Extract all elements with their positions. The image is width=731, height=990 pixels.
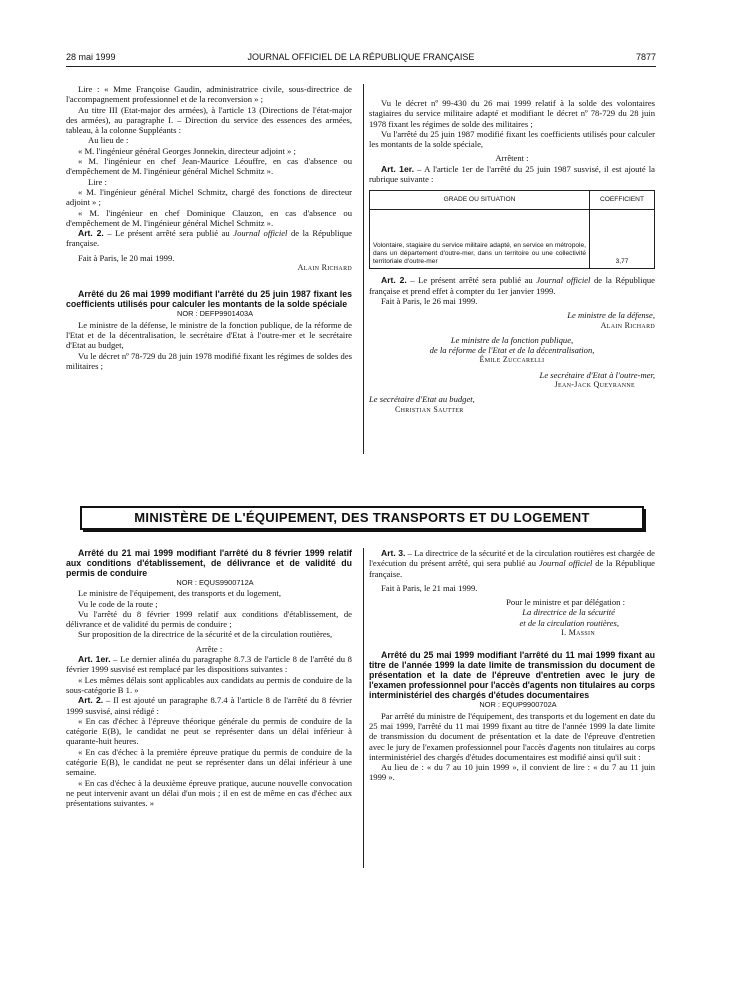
signature-role: Le ministre de la fonction publique,: [450, 334, 574, 345]
paragraph: Au lieu de :: [88, 135, 129, 146]
column-divider: [363, 548, 364, 868]
signature-role: Le secrétaire d'Etat à l'outre-mer,: [539, 369, 655, 380]
coefficient-table: [369, 190, 655, 269]
bottom-left-column: [66, 548, 352, 809]
ministry-banner: MINISTÈRE DE L'ÉQUIPEMENT, DES TRANSPORTS ET DU LOGEMENT: [80, 506, 644, 530]
running-header: [66, 52, 656, 66]
signature-name: Alain Richard: [297, 263, 352, 273]
nor-reference: NOR : EQUS9900712A: [176, 578, 254, 587]
fait-a-paris: Fait à Paris, le 20 mai 1999.: [78, 252, 175, 263]
table-header-coefficient: COEFFICIENT: [590, 191, 655, 210]
arretent: Arrêtent :: [495, 153, 529, 164]
paragraph: Au lieu de : « du 7 au 10 juin 1999 », il convient de lire : « du 7 au 11 juin 1999 ».: [369, 762, 655, 783]
signature-name: Alain Richard: [600, 320, 655, 330]
article-2: Art. 2. – Le présent arrêté sera publié au Journal officiel de la République française.: [66, 228, 352, 249]
fait-a-paris: Fait à Paris, le 21 mai 1999.: [381, 582, 478, 593]
nor-reference: NOR : EQUP9900702A: [479, 700, 557, 710]
decree-title: Arrêté du 26 mai 1999 modifiant l'arrêté du 25 juin 1987 fixant les coefficients utilisés pour calculer les montants de la solde spéciale: [66, 289, 352, 310]
header-page-number: 7877: [635, 52, 656, 62]
signature-role: La directrice de la sécurité: [522, 607, 615, 618]
signature-name: Jean-Jack Queyranne: [554, 380, 635, 390]
quote: « En cas d'échec à l'épreuve théorique générale du permis de conduire de la catégorie E(B), le candidat ne peut se représenter dans un délai inférieur à quarante-huit heures.: [66, 715, 352, 747]
header-date: 28 mai 1999: [66, 52, 116, 62]
paragraph: Vu le décret nº 78-729 du 28 juin 1978 modifié fixant les régimes de soldes des militaires ;: [66, 350, 352, 371]
signature-name: Émile Zuccarelli: [479, 355, 545, 365]
article-1: Art. 1er. – A l'article 1er de l'arrêté du 25 juin 1987 susvisé, il est ajouté la rubrique suivante :: [369, 163, 655, 185]
article-3: Art. 3. – La directrice de la sécurité et de la circulation routières est chargée de l'exécution du présent arrêté, qui sera publié au Journal officiel de la République française.: [369, 548, 655, 579]
decree-title: Arrêté du 21 mai 1999 modifiant l'arrêté du 8 février 1999 relatif aux conditions d'établissement, de délivrance et de validité du permis de conduire: [66, 548, 352, 578]
signature-role: Pour le ministre et par délégation :: [506, 597, 625, 608]
fait-a-paris: Fait à Paris, le 26 mai 1999.: [381, 295, 478, 306]
paragraph: « M. l'ingénieur en chef Jean-Maurice Léouffre, en cas d'absence ou d'empêchement de M. l'ingénieur général Michel Schmitz ».: [66, 156, 352, 177]
signature-role: de la réforme de l'Etat et de la décentralisation,: [429, 345, 595, 356]
table-cell-grade: Volontaire, stagiaire du service militaire adapté, en service en métropole, dans un département d'outre-mer, dans un territoire ou une collectivité territoriale d'outre-mer: [370, 210, 590, 269]
paragraph: Vu le décret nº 99-430 du 26 mai 1999 relatif à la solde des volontaires stagiaires du service militaire adapté et modifiant le décret nº 78-729 du 28 juin 1978 fixant les régimes de solde des militaires ;: [369, 98, 655, 129]
signature-role: Le ministre de la défense,: [567, 310, 655, 321]
paragraph: Vu l'arrêté du 25 juin 1987 modifié fixant les coefficients utilisés pour calculer les montants de la solde spéciale,: [369, 128, 655, 150]
article-1: Art. 1er. – Le dernier alinéa du paragraphe 8.7.3 de l'article 8 de l'arrêté du 8 février 1999 susvisé est remplacé par les dispositions suivantes :: [66, 654, 352, 675]
decree-title: Arrêté du 25 mai 1999 modifiant l'arrêté du 11 mai 1999 fixant au titre de l'année 1999 la date limite de transmission du document de présentation et la date de l'épreuve d'entretien avec le jury de l'examen professionnel pour l'accès d'agents non titulaires au corps interministériel des chargés d'études documentaires: [369, 650, 655, 701]
paragraph: Au titre III (Etat-major des armées), à l'article 13 (Directions de l'état-major des armées), au paragraphe I. – Direction du service des essences des armées, tableau, à la colonne Suppléants :: [66, 104, 352, 136]
table-header-grade: GRADE OU SITUATION: [370, 191, 590, 210]
paragraph: Sur proposition de la directrice de la sécurité et de la circulation routières,: [78, 629, 333, 640]
article-label: Art. 2.: [78, 228, 104, 239]
nor-reference: NOR : DEFP9901403A: [177, 309, 253, 319]
paragraph: Lire : « Mme Françoise Gaudin, administratrice civile, sous-directrice de l'accompagnement professionnel et de la reconversion » ;: [66, 84, 352, 105]
quote: « En cas d'échec à la première épreuve pratique du permis de conduire de la catégorie E(B), le candidat ne peut se représenter dans un délai inférieur à une semaine.: [66, 746, 352, 778]
top-right-column: [369, 98, 655, 415]
arrete: Arrête :: [195, 643, 223, 654]
header-rule: [66, 66, 656, 67]
signature-role: Le secrétaire d'Etat au budget,: [369, 394, 475, 405]
article-label: Art. 3.: [381, 548, 406, 558]
signature-name: Christian Sautter: [395, 404, 464, 414]
table-cell-coefficient: 3,77: [590, 210, 655, 269]
article-label: Art. 1er.: [78, 654, 111, 665]
paragraph: « M. l'ingénieur général Georges Jonnekin, directeur adjoint » ;: [78, 145, 296, 156]
header-journal-title: JOURNAL OFFICIEL DE LA RÉPUBLIQUE FRANÇAISE: [247, 52, 475, 62]
signature-name: I. Massin: [561, 628, 595, 638]
bottom-right-column: [369, 548, 655, 783]
paragraph: Par arrêté du ministre de l'équipement, des transports et du logement en date du 25 mai 1999, l'arrêté du 11 mai 1999 fixant au titre de l'année 1999 la date limite de transmission du document de présentation et la date de l'épreuve d'entretien avec le jury de l'examen professionnel pour l'accès d'agents non titulaires au corps interministériel des chargés d'études documentaires est modifié ainsi qu'il suit :: [369, 710, 655, 762]
article-label: Art. 1er.: [381, 163, 415, 174]
quote: « En cas d'échec à la deuxième épreuve pratique, aucune nouvelle convocation ne peut intervenir avant un délai d'un mois ; il en est de même en cas d'échec aux présentations suivantes. »: [66, 777, 352, 809]
paragraph: « M. l'ingénieur en chef Dominique Clauzon, en cas d'absence ou d'empêchement de M. l'ingénieur général Michel Schmitz ».: [66, 207, 352, 228]
article-2: Art. 2. – Le présent arrêté sera publié au Journal officiel de la République française et prend effet à compter du 1er janvier 1999.: [369, 275, 655, 296]
paragraph: Vu l'arrêté du 8 février 1999 relatif aux conditions d'établissement, de délivrance et de validité du permis de conduire ;: [66, 608, 352, 630]
column-divider: [363, 84, 364, 454]
article-label: Art. 2.: [381, 275, 407, 286]
paragraph: « M. l'ingénieur général Michel Schmitz, chargé des fonctions de directeur adjoint » ;: [66, 186, 352, 208]
article-2: Art. 2. – Il est ajouté un paragraphe 8.7.4 à l'article 8 de l'arrêté du 8 février 1999 susvisé, ainsi rédigé :: [66, 695, 353, 716]
paragraph: Le ministre de l'équipement, des transports et du logement,: [78, 588, 281, 599]
signature-role: et de la circulation routières,: [519, 617, 619, 628]
article-label: Art. 2.: [78, 695, 104, 706]
top-left-column: [66, 84, 352, 371]
quote: « Les mêmes délais sont applicables aux candidats au permis de conduire de la sous-catégorie B 1. »: [66, 674, 352, 695]
paragraph: Le ministre de la défense, le ministre de la fonction publique, de la réforme de l'Etat et de la décentralisation, le secrétaire d'Etat à l'outre-mer et le secrétaire d'Etat au budget,: [66, 319, 352, 351]
paragraph: Lire :: [88, 176, 107, 187]
paragraph: Vu le code de la route ;: [78, 598, 158, 609]
